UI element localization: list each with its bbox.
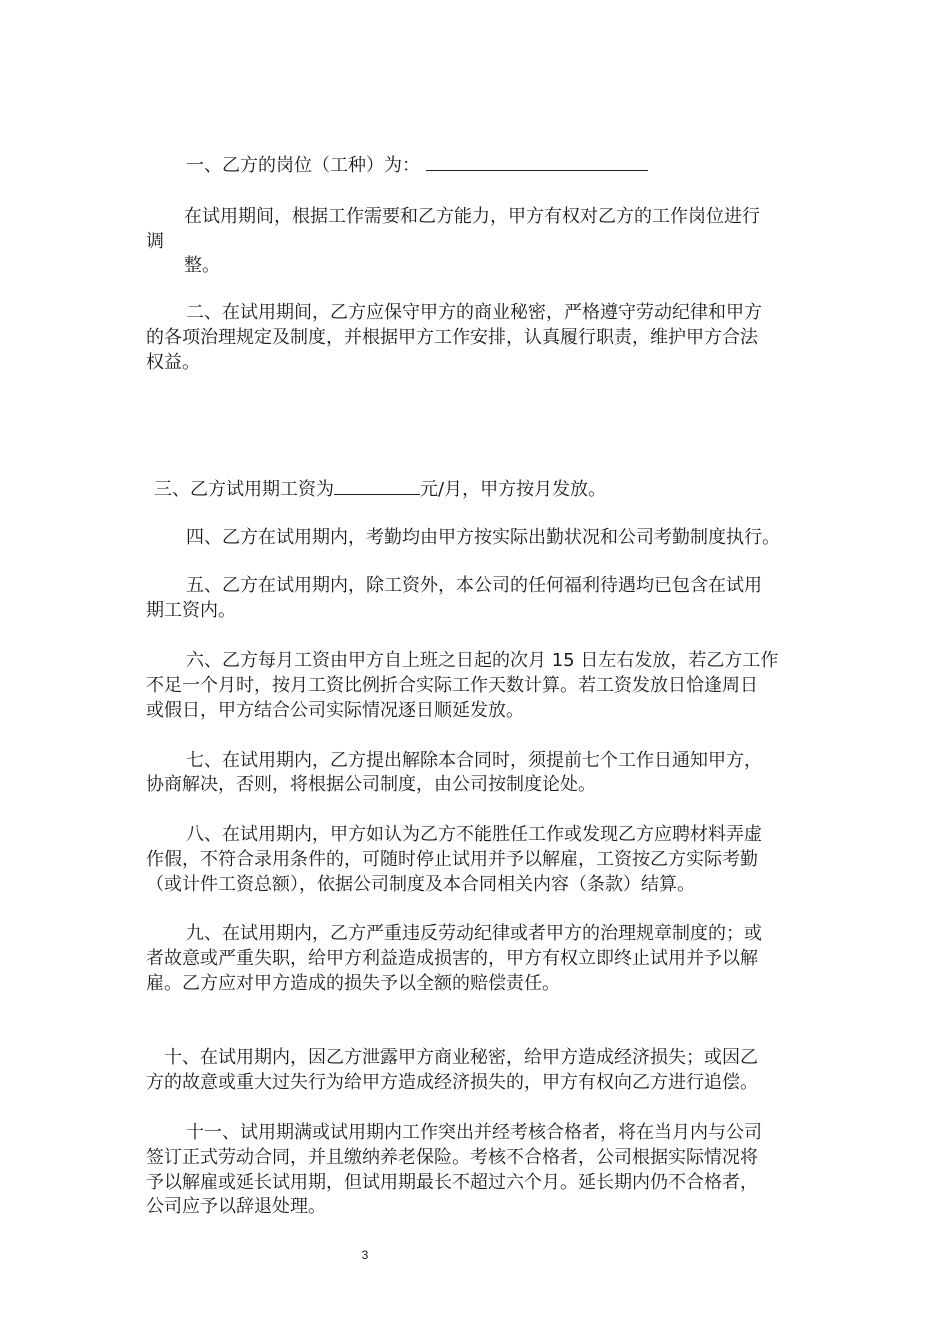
clause-5-line-1: 五、乙方在试用期内，除工资外，本公司的任何福利待遇均已包含在试用 <box>186 575 762 596</box>
clause-9-line-2: 者故意或严重失职，给甲方利益造成损害的，甲方有权立即终止试用并予以解 <box>146 948 758 969</box>
clause-11-line-1: 十一、试用期满或试用期内工作突出并经考核合格者，将在当月内与公司 <box>186 1122 762 1143</box>
clause-10-line-2: 方的故意或重大过失行为给甲方造成经济损失的，甲方有权向乙方进行追偿。 <box>146 1072 758 1093</box>
clause-1-line-4: 整。 <box>184 255 220 276</box>
clause-2-line-1: 二、在试用期间，乙方应保守甲方的商业秘密，严格遵守劳动纪律和甲方 <box>186 302 762 323</box>
clause-9-line-3: 雇。乙方应对甲方造成的损失予以全额的赔偿责任。 <box>146 973 560 994</box>
clause-10-line-1: 十、在试用期内，因乙方泄露甲方商业秘密，给甲方造成经济损失；或因乙 <box>164 1047 758 1068</box>
clause-1-text: 一、乙方的岗位（工种）为： <box>186 155 420 176</box>
clause-1-line-3: 调 <box>146 231 164 252</box>
clause-6-line-2: 不足一个月时，按月工资比例折合实际工作天数计算。若工资发放日恰逢周日 <box>146 675 758 696</box>
clause-8-line-1: 八、在试用期内，甲方如认为乙方不能胜任工作或发现乙方应聘材料弄虚 <box>186 824 762 845</box>
clause-3-text-a: 三、乙方试用期工资为 <box>154 479 334 500</box>
clause-8-line-3: （或计件工资总额），依据公司制度及本合同相关内容（条款）结算。 <box>146 874 695 895</box>
clause-8-line-2: 作假，不符合录用条件的，可随时停止试用并予以解雇，工资按乙方实际考勤 <box>146 849 758 870</box>
clause-9-line-1: 九、在试用期内，乙方严重违反劳动纪律或者甲方的治理规章制度的；或 <box>186 923 762 944</box>
clause-3-text-b: 元/月，甲方按月发放。 <box>420 479 607 500</box>
clause-6-line-3: 或假日，甲方结合公司实际情况逐日顺延发放。 <box>146 700 524 721</box>
clause-7-line-2: 协商解决，否则，将根据公司制度，由公司按制度论处。 <box>146 774 596 795</box>
position-blank <box>426 152 648 171</box>
clause-2-line-3: 权益。 <box>146 352 200 373</box>
clause-5-line-2: 期工资内。 <box>146 600 236 621</box>
clause-1-line-1 <box>186 152 648 178</box>
clause-11-line-2: 签订正式劳动合同，并且缴纳养老保险。考核不合格者，公司根据实际情况将 <box>146 1147 758 1168</box>
clause-11-line-4: 公司应予以辞退处理。 <box>146 1196 326 1217</box>
page-number: 3 <box>361 1248 369 1262</box>
clause-4-line-1: 四、乙方在试用期内，考勤均由甲方按实际出勤状况和公司考勤制度执行。 <box>186 527 780 548</box>
clause-1-line-2: 在试用期间，根据工作需要和乙方能力，甲方有权对乙方的工作岗位进行 <box>184 206 760 227</box>
clause-11-line-3: 予以解雇或延长试用期，但试用期最长不超过六个月。延长期内仍不合格者， <box>146 1172 758 1193</box>
clause-6-line-1: 六、乙方每月工资由甲方自上班之日起的次月 15 日左右发放，若乙方工作 <box>186 650 779 671</box>
clause-7-line-1: 七、在试用期内，乙方提出解除本合同时，须提前七个工作日通知甲方， <box>186 750 762 771</box>
clause-3-line-1 <box>154 476 606 502</box>
clause-2-line-2: 的各项治理规定及制度，并根据甲方工作安排，认真履行职责，维护甲方合法 <box>146 327 758 348</box>
salary-blank <box>334 476 420 495</box>
